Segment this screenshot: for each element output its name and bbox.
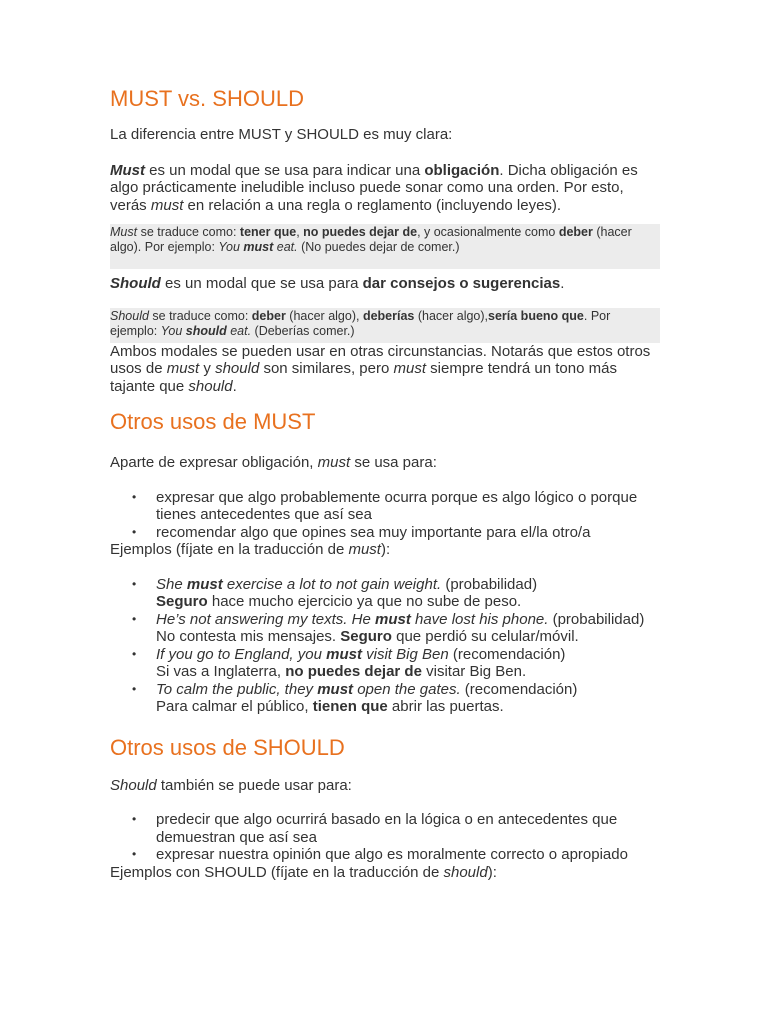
ambos-paragraph: Ambos modales se pueden usar en otras circunstancias. Notarás que estos otros usos de must y should son similares, pero must siempre tendrá un tono más tajante que should.: [110, 342, 651, 395]
should-examples-intro: Ejemplos con SHOULD (fíjate en la traducción de should):: [110, 863, 497, 881]
document-content: [110, 84, 660, 881]
list-item: • To calm the public, they must open the gates. (recomendación) Para calmar el público, tienen que abrir las puertas.: [110, 681, 660, 716]
list-item: • expresar nuestra opinión que algo es moralmente correcto o apropiado: [110, 846, 660, 864]
page-title: MUST vs. SHOULD: [110, 86, 304, 111]
list-item: • predecir que algo ocurrirá basado en la lógica o en antecedentes que demuestran que así sea: [110, 811, 660, 846]
must-examples-intro: Ejemplos (fíjate en la traducción de must):: [110, 541, 391, 558]
must-uses-list: [110, 489, 660, 542]
heading-otros-usos-must: Otros usos de MUST: [110, 409, 316, 434]
should-definition: Should es un modal que se usa para dar consejos o sugerencias.: [110, 275, 565, 292]
list-item: • She must exercise a lot to not gain weight. (probabilidad) Seguro hace mucho ejercicio ya que no sube de peso.: [110, 576, 660, 611]
should-translation-box: Should se traduce como: deber (hacer algo), deberías (hacer algo),sería bueno que. Por ejemplo: You should eat. (Deberías comer.): [110, 308, 660, 343]
should-tambien-paragraph: Should también se puede usar para:: [110, 776, 352, 794]
heading-otros-usos-should: Otros usos de SHOULD: [110, 734, 345, 760]
must-examples-list: [110, 576, 660, 716]
list-item: • expresar que algo probablemente ocurra porque es algo lógico o porque tienes antecedentes que así sea: [110, 489, 660, 524]
should-uses-list: [110, 811, 660, 864]
must-aparte-paragraph: Aparte de expresar obligación, must se usa para:: [110, 454, 437, 471]
must-definition: Must es un modal que se usa para indicar una obligación. Dicha obligación es algo prácticamente ineludible incluso puede sonar como una orden. Por esto, verás must en relación a una regla o reglamento (incluyendo leyes).: [110, 161, 638, 214]
list-item: • If you go to England, you must visit Big Ben (recomendación) Si vas a Inglaterra, no puedes dejar de visitar Big Ben.: [110, 646, 660, 681]
list-item: • recomendar algo que opines sea muy importante para el/la otro/a: [110, 524, 660, 542]
must-translation-box: Must se traduce como: tener que, no puedes dejar de, y ocasionalmente como deber (hacer algo). Por ejemplo: You must eat. (No puedes dejar de comer.): [110, 224, 660, 269]
intro-paragraph: La diferencia entre MUST y SHOULD es muy clara:: [110, 126, 453, 143]
list-item: • He’s not answering my texts. He must have lost his phone. (probabilidad) No contesta mis mensajes. Seguro que perdió su celular/móvil.: [110, 611, 660, 646]
